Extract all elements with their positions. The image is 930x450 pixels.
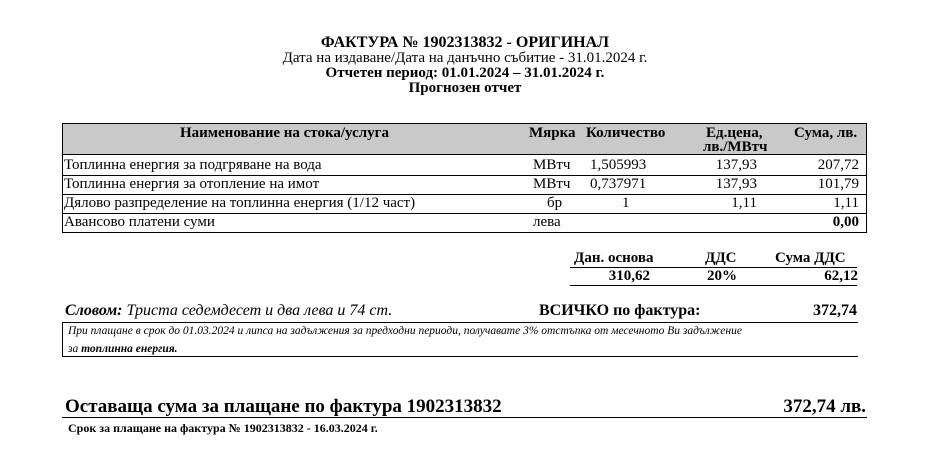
discount-bold: топлинна енергия. bbox=[81, 343, 178, 355]
invoice-title: ФАКТУРА № 1902313832 - ОРИГИНАЛ bbox=[320, 34, 610, 51]
discount-prefix: за bbox=[68, 343, 82, 355]
discount-note-line2 bbox=[68, 343, 178, 355]
header-qty: Количество bbox=[586, 125, 666, 141]
header-name: Наименование на стока/услуга bbox=[180, 125, 389, 141]
payment-deadline: Срок за плащане на фактура № 1902313832 - 16.03.2024 г. bbox=[68, 421, 378, 435]
header-price-1: Ед.цена, bbox=[706, 125, 763, 141]
remaining-label: Оставаща сума за плащане по фактура 1902313832 bbox=[65, 396, 502, 417]
words-label: Словом: bbox=[65, 302, 123, 319]
cell-name: Топлинна енергия за отопление на имот bbox=[64, 176, 320, 192]
cell-sum: 1,11 bbox=[833, 195, 859, 211]
cell-sum: 207,72 bbox=[817, 157, 859, 173]
tax-vat-sum-value: 62,12 bbox=[824, 268, 858, 284]
table-right-border bbox=[866, 155, 867, 232]
total-value: 372,74 bbox=[813, 302, 857, 319]
cell-sum: 0,00 bbox=[832, 214, 859, 230]
note-underline bbox=[62, 356, 858, 357]
cell-price: 1,11 bbox=[731, 195, 757, 211]
period-line: Отчетен период: 01.01.2024 – 31.01.2024 г. bbox=[325, 65, 605, 81]
tax-vat-rate: 20% bbox=[707, 268, 737, 284]
cell-name: Топлинна енергия за подгряване на вода bbox=[64, 157, 322, 173]
total-label: ВСИЧКО по фактура: bbox=[539, 302, 701, 319]
tax-underline bbox=[570, 285, 857, 286]
issue-date-line: Дата на издаване/Дата на данъчно събитие - 31.01.2024 г. bbox=[282, 50, 648, 66]
header-price-2: лв./МВтч bbox=[703, 139, 768, 155]
header-unit: Мярка bbox=[529, 125, 576, 141]
cell-name: Дялово разпределение на топлинна енергия (1/12 част) bbox=[64, 195, 416, 211]
tax-vat-label: ДДС bbox=[705, 250, 737, 266]
cell-qty: 0,737971 bbox=[590, 176, 647, 192]
cell-price: 137,93 bbox=[715, 176, 757, 192]
discount-note-line1: При плащане в срок до 01.03.2024 и липса на задължения за предходни периоди, получавате 3% отстъпка от месечното Ви задължение bbox=[68, 325, 742, 337]
tax-vat-sum-label: Сума ДДС bbox=[775, 250, 846, 266]
remaining-underline bbox=[62, 417, 867, 418]
tax-base-label: Дан. основа bbox=[574, 250, 654, 266]
cell-qty: 1,505993 bbox=[590, 157, 647, 173]
words-text: Триста седемдесет и два лева и 74 ст. bbox=[122, 302, 393, 319]
header-sum: Сума, лв. bbox=[794, 125, 858, 141]
totals-underline bbox=[62, 322, 858, 323]
cell-unit: МВтч bbox=[533, 157, 571, 173]
cell-unit: МВтч bbox=[533, 176, 571, 192]
tax-base-value: 310,62 bbox=[608, 268, 650, 284]
note-left-border bbox=[62, 323, 63, 356]
report-type: Прогнозен отчет bbox=[408, 80, 522, 96]
cell-name: Авансово платени суми bbox=[64, 214, 215, 230]
remaining-value: 372,74 лв. bbox=[783, 396, 866, 417]
cell-unit: бр bbox=[547, 195, 563, 211]
cell-unit: лева bbox=[533, 214, 561, 230]
words-line bbox=[65, 302, 392, 320]
cell-sum: 101,79 bbox=[817, 176, 859, 192]
cell-qty: 1 bbox=[622, 195, 630, 211]
cell-price: 137,93 bbox=[715, 157, 757, 173]
row-separator bbox=[62, 232, 867, 233]
table-left-border bbox=[62, 155, 63, 232]
